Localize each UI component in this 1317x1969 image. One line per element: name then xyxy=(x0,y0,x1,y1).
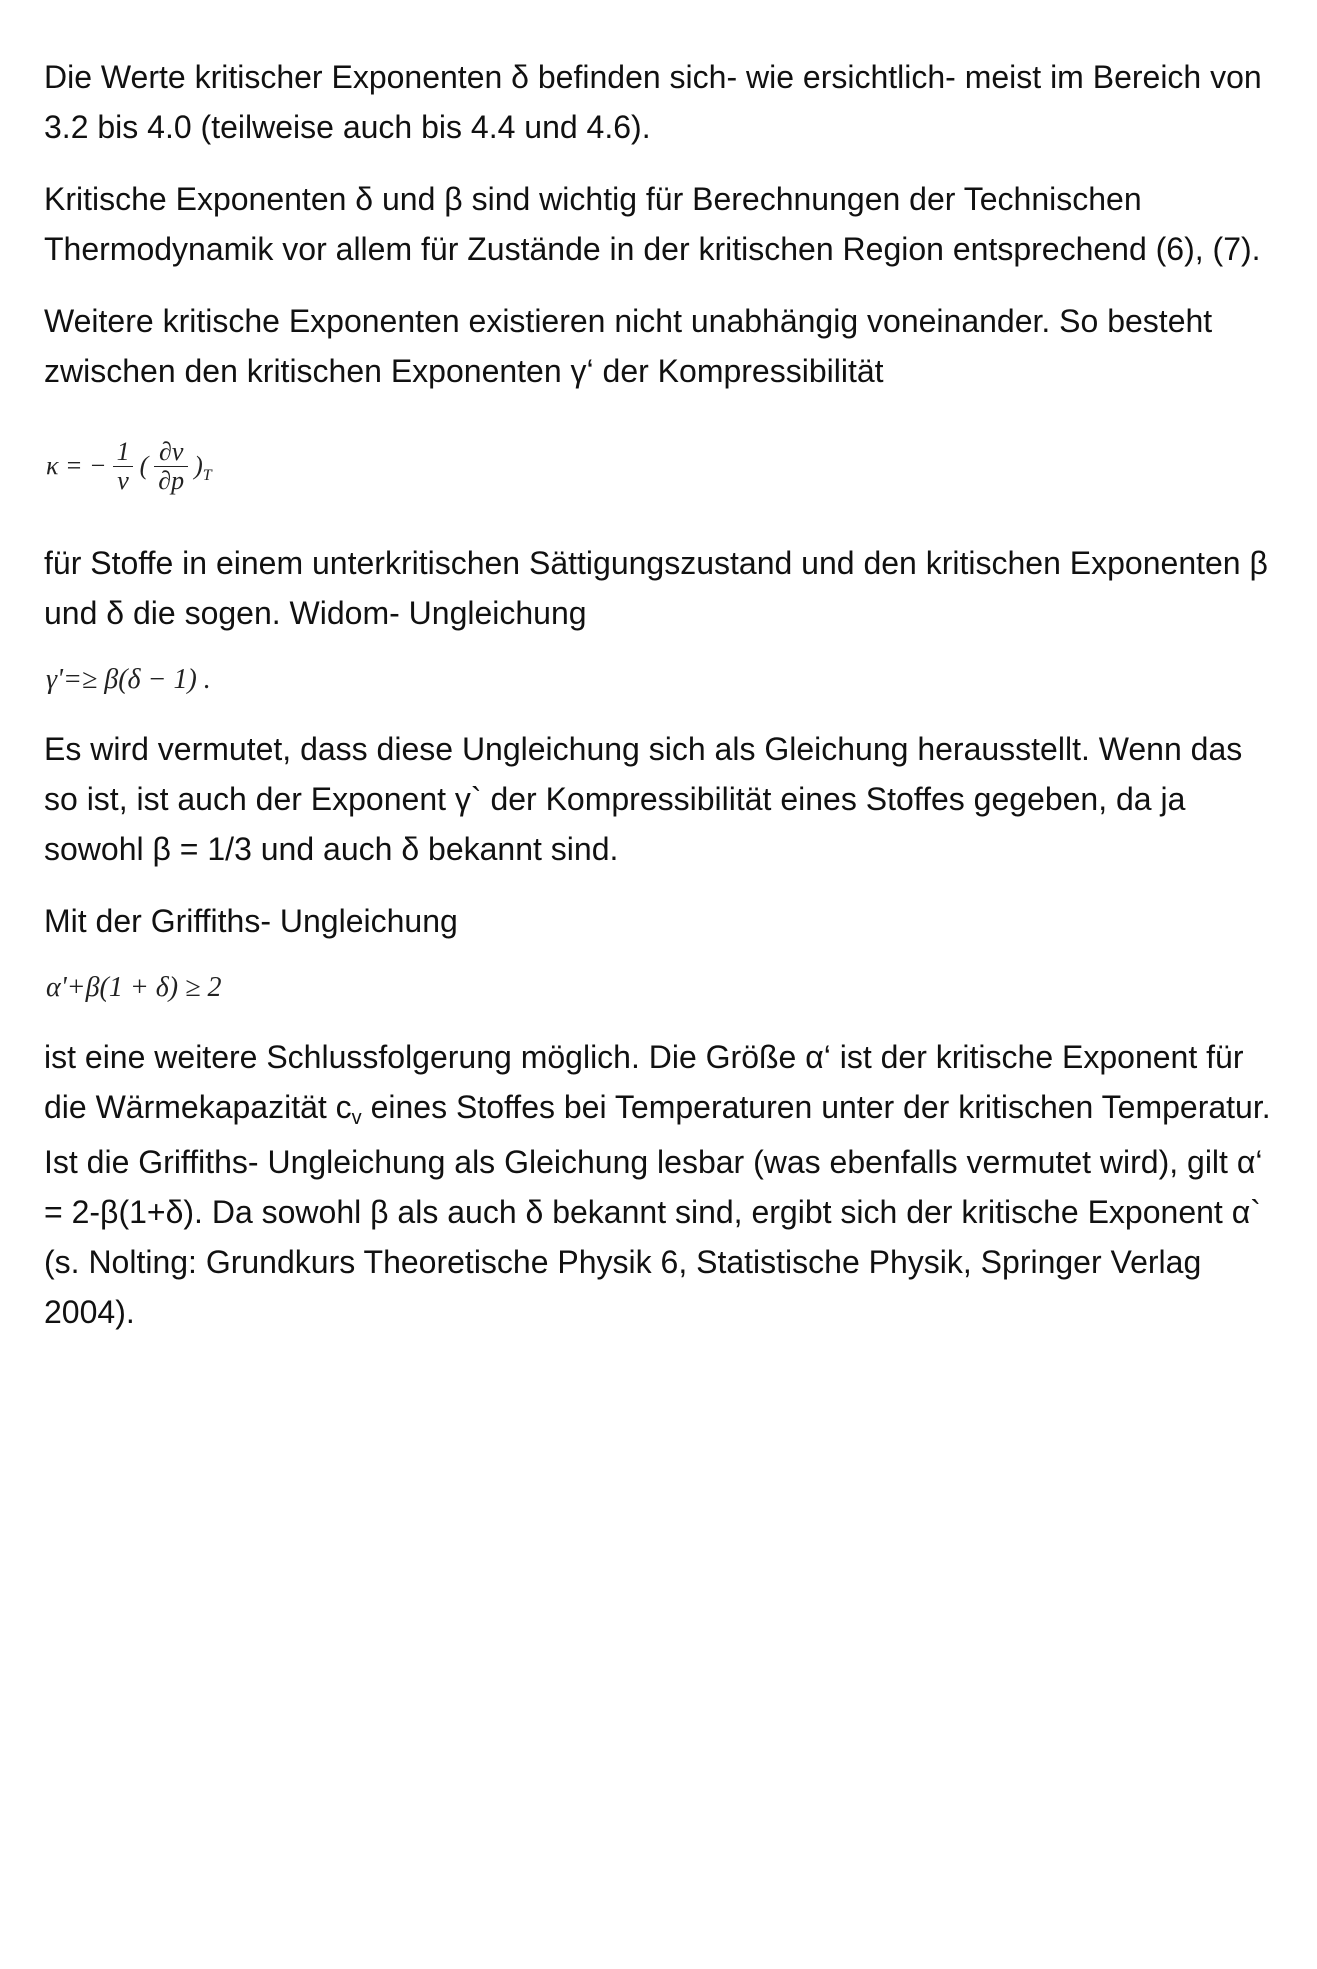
document-page xyxy=(44,52,1284,1359)
fraction-one-over-v xyxy=(113,438,134,495)
subscript-v: v xyxy=(351,1107,362,1129)
subscript-t: T xyxy=(202,467,212,484)
fraction-numerator: 1 xyxy=(116,436,130,466)
paragraph-delta-values: Die Werte kritischer Exponenten δ befinden sich- wie ersichtlich- meist im Bereich von 3.2 bis 4.0 (teilweise auch bis 4.4 und 4.6). xyxy=(44,59,1262,145)
griffiths-inequality: α'+β(1 + δ) ≥ 2 xyxy=(46,972,222,1003)
paragraph-equality-conjecture: Es wird vermutet, dass diese Ungleichung sich als Gleichung herausstellt. Wenn das so ist, ist auch der Exponent γ` der Kompressibilität eines Stoffes gegeben, da ja sowohl β = 1/3 und auch δ bekannt sind. xyxy=(44,731,1243,867)
compressibility-formula xyxy=(46,418,1284,514)
paren-open: ( xyxy=(139,451,149,480)
paragraph-compressibility-intro: Weitere kritische Exponenten existieren nicht unabhängig voneinander. So besteht zwischen den kritischen Exponenten γ‘ der Kompressibilität xyxy=(44,303,1213,389)
paragraph-delta-beta-importance: Kritische Exponenten δ und β sind wichtig für Berechnungen der Technischen Thermodynamik vor allem für Zustände in der kritischen Region entsprechend (6), (7). xyxy=(44,181,1261,267)
paragraph-part-a: ist eine weitere Schlussfolgerung möglich. Die Größe α‘ ist der kritische Exponent für die Wärmekapazität c xyxy=(44,1039,1244,1125)
fraction-denominator: v xyxy=(113,466,133,495)
paren-close: ) xyxy=(194,451,203,480)
widom-inequality: γ'=≥ β(δ − 1) . xyxy=(46,664,211,695)
kappa-lhs: κ = − xyxy=(46,451,107,480)
paragraph-part-b: eines Stoffes bei Temperaturen unter der kritischen Temperatur. Ist die Griffiths- Ungleichung als Gleichung lesbar (was ebenfalls vermutet wird), gilt α‘ = 2-β(1+δ). Da sowohl β als auch δ bekannt sind, ergibt sich der kritische Exponent α` (s. Nolting: Grundkurs Theoretische Physik 6, Statistische Physik, Springer Verlag 2004). xyxy=(44,1089,1271,1330)
paragraph-heat-capacity-exponent xyxy=(44,1032,1284,1337)
fraction-denominator: ∂p xyxy=(154,466,188,495)
paragraph-griffiths-intro: Mit der Griffiths- Ungleichung xyxy=(44,903,458,939)
fraction-numerator: ∂v xyxy=(158,436,184,466)
paragraph-widom-intro: für Stoffe in einem unterkritischen Sättigungszustand und den kritischen Exponenten β und δ die sogen. Widom- Ungleichung xyxy=(44,545,1268,631)
fraction-partial-derivative xyxy=(154,438,188,495)
